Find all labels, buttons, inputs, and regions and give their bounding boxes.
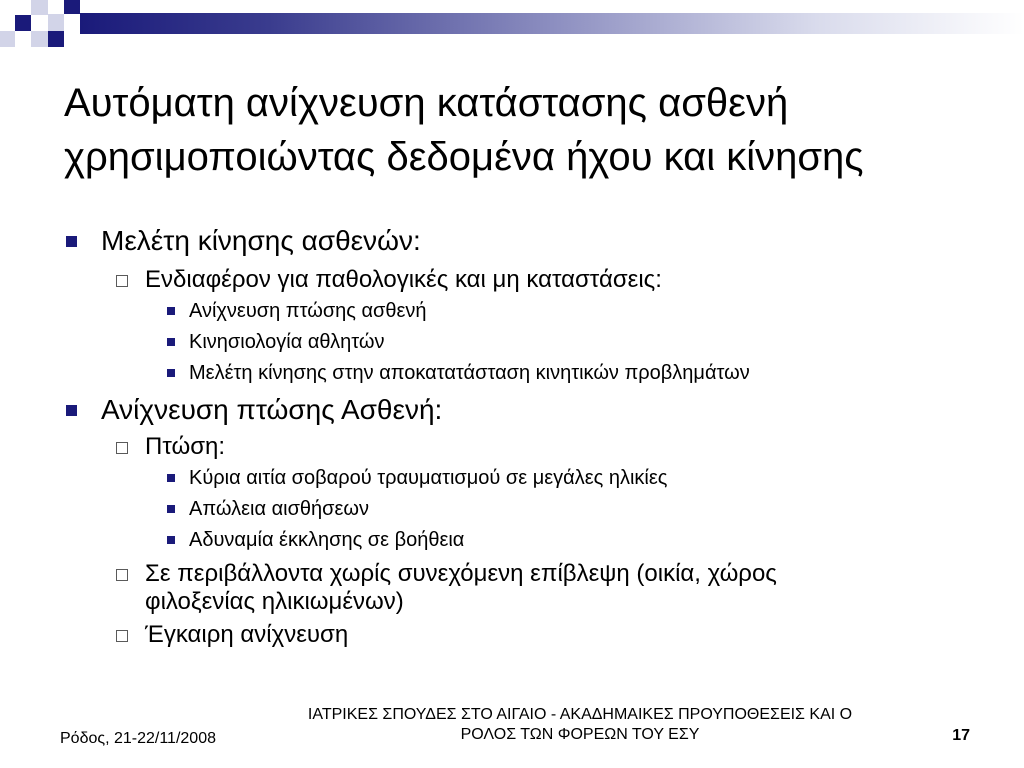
bullet-level2: Ενδιαφέρον για παθολογικές και μη καταστάσεις: — [145, 266, 662, 293]
title-line-1: Αυτόματη ανίχνευση κατάστασης ασθενή — [64, 81, 789, 125]
deco-square — [64, 0, 80, 14]
square-bullet-icon — [167, 474, 175, 482]
deco-square — [48, 14, 64, 31]
bullet-level2: Σε περιβάλλοντα χωρίς συνεχόμενη επίβλεψη (οικία, χώρος — [145, 560, 777, 587]
bullet-level3: Μελέτη κίνησης στην αποκατατάσταση κινητικών προβλημάτων — [189, 362, 750, 384]
square-bullet-icon — [167, 369, 175, 377]
square-bullet-icon — [66, 236, 77, 247]
hollow-square-bullet-icon — [116, 442, 128, 454]
square-bullet-icon — [167, 536, 175, 544]
bullet-level3: Κινησιολογία αθλητών — [189, 331, 385, 353]
bullet-level3: Απώλεια αισθήσεων — [189, 498, 370, 520]
footer-date: Ρόδος, 21-22/11/2008 — [60, 730, 216, 747]
bullet-level3: Κύρια αιτία σοβαρού τραυματισμού σε μεγάλες ηλικίες — [189, 467, 668, 489]
deco-square — [0, 31, 15, 47]
header-gradient-bar — [80, 13, 1024, 34]
deco-square — [31, 0, 48, 15]
bullet-level1: Ανίχνευση πτώσης Ασθενή: — [101, 394, 443, 425]
deco-square — [31, 31, 48, 47]
deco-square — [15, 15, 31, 31]
square-bullet-icon — [167, 505, 175, 513]
square-bullet-icon — [66, 405, 77, 416]
square-bullet-icon — [167, 338, 175, 346]
bullet-level2: Έγκαιρη ανίχνευση — [145, 621, 349, 648]
footer-title-line-1: ΙΑΤΡΙΚΕΣ ΣΠΟΥΔΕΣ ΣΤΟ ΑΙΓΑΙΟ - ΑΚΑΔΗΜΑΙΚΕΣ ΠΡΟΥΠΟΘΕΣΕΙΣ ΚΑΙ Ο — [307, 706, 853, 723]
hollow-square-bullet-icon — [116, 275, 128, 287]
slide-title — [64, 76, 994, 184]
title-line-2: χρησιμοποιώντας δεδομένα ήχου και κίνησης — [64, 135, 864, 179]
footer-title-line-2: ΡΟΛΟΣ ΤΩΝ ΦΟΡΕΩΝ ΤΟΥ ΕΣΥ — [460, 726, 700, 743]
bullet-level2-continuation: φιλοξενίας ηλικιωμένων) — [145, 588, 404, 615]
hollow-square-bullet-icon — [116, 569, 128, 581]
page-number: 17 — [952, 727, 970, 744]
deco-square — [48, 31, 64, 47]
bullet-level3: Ανίχνευση πτώσης ασθενή — [189, 300, 427, 322]
bullet-level1: Μελέτη κίνησης ασθενών: — [101, 225, 421, 256]
hollow-square-bullet-icon — [116, 630, 128, 642]
square-bullet-icon — [167, 307, 175, 315]
bullet-level2: Πτώση: — [145, 433, 226, 460]
bullet-level3: Αδυναμία έκκλησης σε βοήθεια — [189, 529, 465, 551]
footer-title — [270, 705, 890, 745]
